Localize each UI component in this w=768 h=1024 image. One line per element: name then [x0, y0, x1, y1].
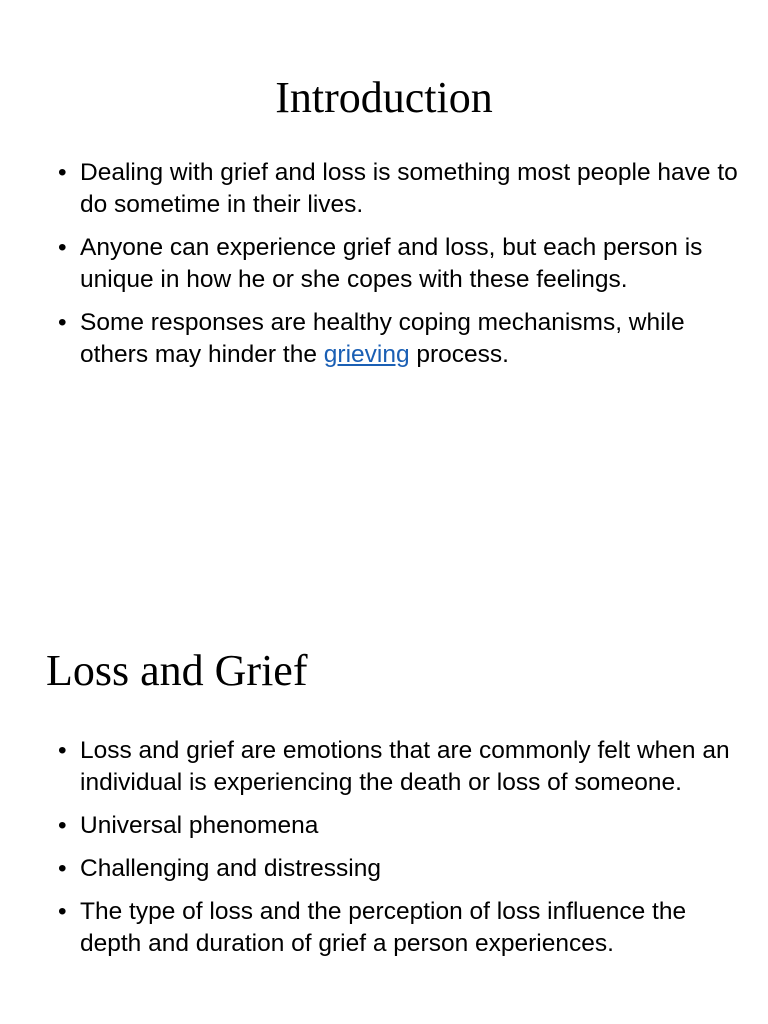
- bullet-item: [58, 232, 738, 296]
- bullet-icon: •: [58, 159, 67, 186]
- bullet-icon: •: [58, 309, 67, 336]
- slide-title: Introduction: [275, 73, 493, 122]
- bullet-text: Dealing with grief and loss is something most people have to do sometime in their lives.: [80, 159, 738, 218]
- bullet-text: Anyone can experience grief and loss, but each person is unique in how he or she copes with these feelings.: [80, 234, 703, 293]
- bullet-item: [58, 853, 738, 885]
- bullet-item: [58, 157, 738, 221]
- bullet-text: Loss and grief are emotions that are commonly felt when an individual is experiencing the death or loss of someone.: [80, 737, 730, 796]
- bullet-icon: •: [58, 855, 67, 882]
- bullet-list: [58, 157, 738, 382]
- bullet-text-before-link: Some responses are healthy coping mechanisms, while others may hinder the: [80, 309, 685, 368]
- slide-title: Loss and Grief: [46, 646, 308, 695]
- bullet-text: Universal phenomena: [80, 812, 319, 839]
- bullet-list: [58, 735, 738, 971]
- grieving-link[interactable]: grieving: [323, 341, 410, 368]
- bullet-item: [58, 810, 738, 842]
- bullet-icon: •: [58, 737, 67, 764]
- bullet-icon: •: [58, 812, 67, 839]
- bullet-item: [58, 896, 738, 960]
- bullet-item: [58, 735, 738, 799]
- bullet-item: [58, 307, 738, 371]
- slide-loss-and-grief: [0, 580, 768, 1024]
- bullet-icon: •: [58, 898, 67, 925]
- bullet-icon: •: [58, 234, 67, 261]
- bullet-text: Challenging and distressing: [80, 855, 381, 882]
- bullet-text: The type of loss and the perception of loss influence the depth and duration of grief a person experiences.: [80, 898, 687, 957]
- bullet-text-after-link: process.: [409, 341, 509, 368]
